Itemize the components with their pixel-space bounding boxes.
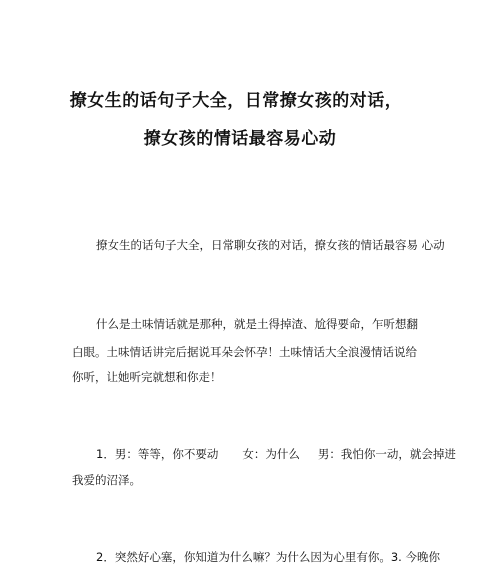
item-1-part-3: 男：我怕你一动，就会掉进 [317,447,456,461]
item-1-part-1: 1．男：等等，你不要动 [96,447,219,461]
paragraph-1-line-1: 什么是土味情话就是那种，就是土得掉渣、尬得要命，乍听想翻 [96,317,418,331]
item-1-line-2: 我爱的沼泽。 [72,473,141,487]
item-2-line-1: 2．突然好心塞，你知道为什么嘛？为什么因为心里有你。3. 今晚你 [96,550,440,564]
paragraph-1-line-3: 你听，让她听完就想和你走！ [72,370,222,384]
item-1-line-1 [96,447,456,461]
document-title-line-2: 撩女孩的情话最容易心动 [143,129,337,149]
item-1-part-2: 女：为什么 [242,447,300,461]
document-title-line-1: 撩女生的话句子大全，日常撩女孩的对话， [69,91,403,111]
document-subtitle: 撩女生的话句子大全，日常聊女孩的对话，撩女孩的情话最容易 心动 [96,238,445,252]
paragraph-1-line-2: 白眼。土味情话讲完后据说耳朵会怀孕！土味情话大全浪漫情话说给 [72,345,417,359]
